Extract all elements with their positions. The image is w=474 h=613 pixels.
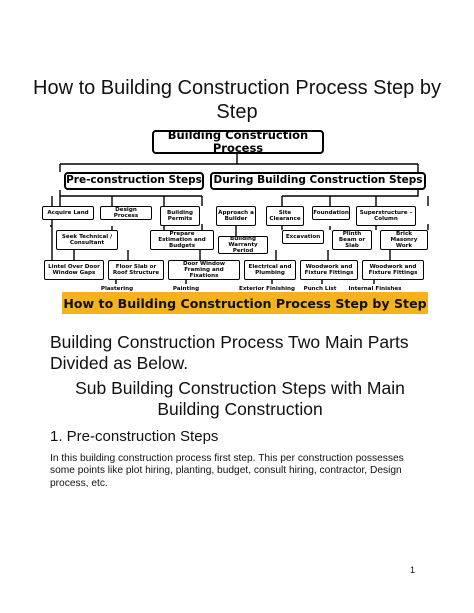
step-label: Woodwork and Fixture Fittings xyxy=(304,263,354,276)
step-approach-builder xyxy=(216,206,256,226)
step-label: Plinth Beam or Slab xyxy=(338,230,366,250)
step-label: Electrical and Plumbing xyxy=(248,263,292,276)
body-paragraph: In this building construction process first step. This per construction possesses some points like plot hiring, planting, budget, consult hiring, contractor, Design process, etc. xyxy=(50,453,404,489)
step-label: Design Process xyxy=(113,206,139,219)
step-seek-technical xyxy=(56,230,118,250)
step-label: Door Window Framing and Fixations xyxy=(182,260,226,280)
step-label: Excavation xyxy=(285,233,321,240)
section-heading: 1. Pre-construction Steps xyxy=(50,428,219,445)
step-excavation xyxy=(282,230,324,244)
step-label: Foundation xyxy=(313,209,349,216)
step-label: Prepare Estimation and Budgets xyxy=(158,230,206,250)
step-label: Woodwork and Fixture Fittings xyxy=(368,263,418,276)
pre-construction-label: Pre-construction Steps xyxy=(66,174,202,187)
step-label: Acquire Land xyxy=(47,209,89,216)
step-brick-masonry xyxy=(380,230,428,250)
step-electrical xyxy=(244,260,296,280)
step-building-warranty xyxy=(218,236,268,254)
root-label: Building Construction Process xyxy=(167,128,309,155)
step-label: Building Warranty Period xyxy=(228,235,258,255)
step-door-window xyxy=(168,260,240,280)
step-label: Exterior Finishing xyxy=(239,285,295,292)
step-superstructure xyxy=(356,206,416,226)
step-label: Site Clearance xyxy=(269,209,301,222)
banner-label: How to Building Construction Process Step by Step xyxy=(63,295,427,311)
diagram-root-node xyxy=(152,130,324,154)
step-label: Plastering xyxy=(100,285,134,292)
sub-steps-heading: Sub Building Construction Steps with Main Building Construction xyxy=(75,378,405,419)
step-floor-slab xyxy=(108,260,164,280)
step-label: Superstructure – Column xyxy=(359,209,413,222)
step-woodwork-2 xyxy=(362,260,424,280)
step-woodwork-1 xyxy=(300,260,358,280)
construction-process-diagram xyxy=(40,124,434,294)
step-label: Lintel Over Door Window Gaps xyxy=(48,263,100,276)
step-label: Painting xyxy=(172,285,200,292)
step-label: Punch List xyxy=(303,285,337,292)
during-construction-label: During Building Construction Steps xyxy=(213,174,423,187)
step-label: Internal Finishes xyxy=(348,285,402,292)
step-label: Approach a Builder xyxy=(218,209,254,222)
step-prepare-estimation xyxy=(150,230,214,250)
during-construction-node xyxy=(210,172,426,190)
step-lintel xyxy=(44,260,104,280)
step-label: Floor Slab or Roof Structure xyxy=(112,263,160,276)
step-site-clearance xyxy=(266,206,304,226)
main-parts-heading: Building Construction Process Two Main Parts Divided as Below. xyxy=(50,332,409,373)
step-foundation xyxy=(312,206,350,220)
step-building-permits xyxy=(160,206,200,226)
page-number: 1 xyxy=(410,565,416,575)
pre-construction-node xyxy=(64,172,204,190)
document-title: How to Building Construction Process Step by Step xyxy=(33,77,441,123)
step-label: Brick Masonry Work xyxy=(390,230,418,250)
step-label: Seek Technical / Consultant xyxy=(61,233,113,246)
step-label: Building Permits xyxy=(167,209,193,222)
step-acquire-land xyxy=(42,206,94,220)
step-plinth-beam xyxy=(332,230,372,250)
step-design-process xyxy=(100,206,152,220)
title-banner xyxy=(62,292,428,314)
